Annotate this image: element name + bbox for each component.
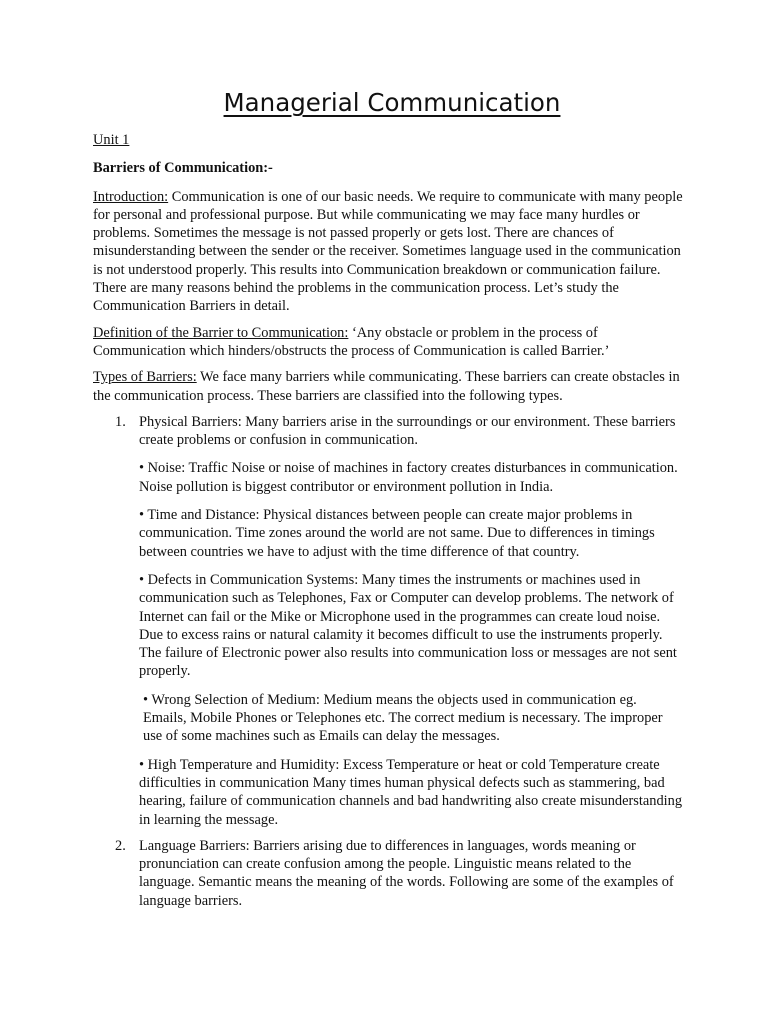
list-item-text: Language Barriers: Barriers arising due to differences in languages, words meaning or pronunciation can create confusion among the people. Linguistic means related to the language. Semantic means the meaning of the words. Following are some of the examples of language barriers.	[139, 837, 674, 909]
definition-label: Definition of the Barrier to Communication:	[93, 324, 349, 341]
bullet-wrong-selection-of-medium: • Wrong Selection of Medium: Medium means the objects used in communication eg. Emails, Mobile Phones or Telephones etc. The correct medium is necessary. The improper use of some machines such as Emails can delay the messages.	[143, 691, 663, 745]
document-title: Managerial Communication	[223, 88, 561, 117]
introduction-text: Communication is one of our basic needs. We require to communicate with many people for personal and professional purpose. But while communicating we may face many hurdles or problems. Sometimes the message is not passed properly or gets lost. There are chances of misunderstanding between the sender or the receiver. Sometimes language used in the communication is not understood properly. This results into Communication breakdown or communication failure. There are many reasons behind the problems in the communication process. Let’s study the Communication Barriers in detail.	[93, 188, 683, 315]
list-item-physical-barriers	[93, 413, 683, 829]
barrier-list	[93, 413, 683, 910]
list-number: 2.	[115, 837, 126, 854]
introduction-label: Introduction:	[93, 188, 169, 205]
list-item-text: Physical Barriers: Many barriers arise in the surroundings or our environment. These barriers create problems or confusion in communication.	[139, 413, 676, 449]
types-text: We face many barriers while communicating. These barriers can create obstacles in the communication process. These barriers are classified into the following types.	[93, 369, 680, 404]
document-page	[93, 86, 683, 918]
types-paragraph	[93, 368, 683, 405]
section-heading: Barriers of Communication:-	[93, 160, 273, 177]
bullet-defects-in-communication-systems: • Defects in Communication Systems: Many times the instruments or machines used in communication such as Telephones, Fax or Computer can develop problems. The network of Internet can fail or the Mike or Microphone used in the programmes can create loud noise. Due to excess rains or natural calamity it becomes difficult to use the instruments properly. The failure of Electronic power also results into communication loss or messages are not sent properly.	[139, 571, 677, 680]
types-label: Types of Barriers:	[93, 369, 197, 386]
bullet-noise: • Noise: Traffic Noise or noise of machines in factory creates disturbances in communication. Noise pollution is biggest contributor or environment pollution in India.	[139, 460, 678, 495]
introduction-paragraph	[93, 188, 683, 316]
list-number: 1.	[115, 413, 126, 430]
list-item-language-barriers	[93, 837, 683, 910]
definition-paragraph	[93, 324, 683, 361]
definition-text: ‘Any obstacle or problem in the process of Communication which hinders/obstructs the process of Communication is called Barrier.’	[93, 324, 610, 359]
bullet-high-temperature-and-humidity: • High Temperature and Humidity: Excess Temperature or heat or cold Temperature create difficulties in communication Many times human physical defects such as stammering, bad hearing, failure of communication channels and bad handwriting also create misunderstanding in learning the message.	[139, 756, 683, 828]
unit-text: Unit 1	[93, 132, 130, 148]
unit-label	[93, 131, 683, 149]
bullet-time-and-distance: • Time and Distance: Physical distances between people can create major problems in communication. Time zones around the world are not same. Due to differences in timings between countries we have to adjust with the time difference of that country.	[139, 507, 655, 560]
